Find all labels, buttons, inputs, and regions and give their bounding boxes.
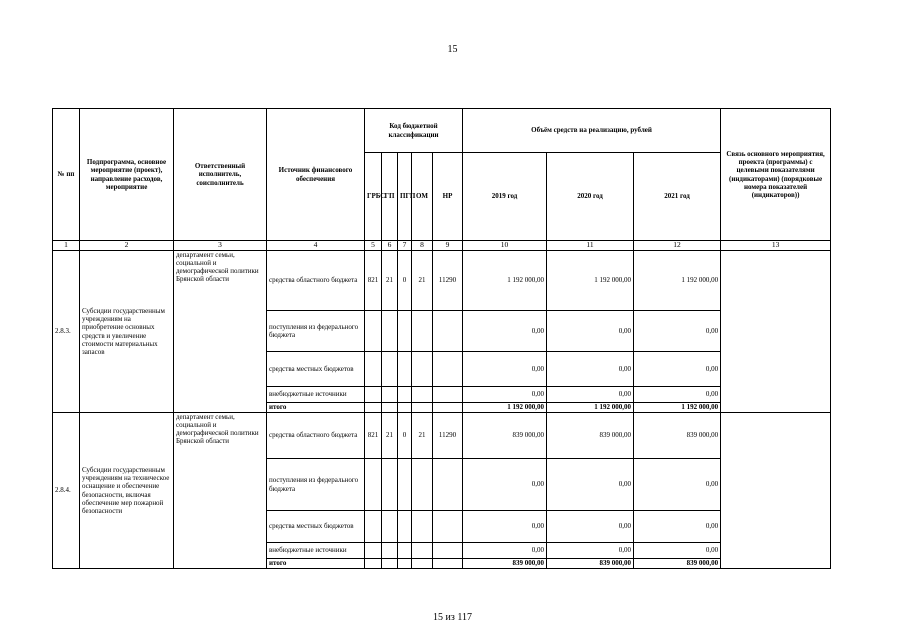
gp-code bbox=[382, 543, 398, 559]
header-subprogram: Подпрограмма, основное мероприятие (проект), направление расходов, мероприятие bbox=[80, 109, 174, 241]
np-code bbox=[433, 403, 463, 413]
header-gp: ГП bbox=[382, 153, 398, 241]
total-label: итого bbox=[267, 559, 365, 569]
pgp-code: 0 bbox=[398, 413, 412, 459]
funding-source: внебюджетные источники bbox=[267, 543, 365, 559]
measure-title: Субсидии государственным учреждениям на техническое оснащение и обеспечение безопасности, включая обеспечение мер пожарной безопасности bbox=[80, 413, 174, 569]
amount-2021: 0,00 bbox=[634, 352, 721, 387]
om-code bbox=[412, 543, 433, 559]
table-row bbox=[53, 413, 831, 459]
gp-code bbox=[382, 387, 398, 403]
np-code bbox=[433, 543, 463, 559]
indicator-link bbox=[721, 251, 831, 413]
measure-title: Субсидии государственным учреждениям на приобретение основных средств и увеличение стоимости материальных запасов bbox=[80, 251, 174, 413]
np-code bbox=[433, 311, 463, 352]
header-2021: 2021 год bbox=[634, 153, 721, 241]
row-number: 2.8.4. bbox=[53, 413, 80, 569]
gp-code bbox=[382, 559, 398, 569]
funding-source: средства местных бюджетов bbox=[267, 352, 365, 387]
amount-2019: 0,00 bbox=[463, 543, 547, 559]
pgp-code bbox=[398, 459, 412, 511]
amount-2020: 0,00 bbox=[547, 387, 634, 403]
executor: департамент семьи, социальной и демографической политики Брянской области bbox=[174, 251, 267, 413]
column-number: 6 bbox=[382, 241, 398, 251]
np-code bbox=[433, 387, 463, 403]
pgp-code bbox=[398, 311, 412, 352]
header-executor: Ответственный исполнитель, соисполнитель bbox=[174, 109, 267, 241]
header-link: Связь основного мероприятия, проекта (программы) с целевыми показателями (индикаторами) (порядковые номера показателей (индикаторов)) bbox=[721, 109, 831, 241]
header-grbs: ГРБС bbox=[365, 153, 382, 241]
om-code bbox=[412, 459, 433, 511]
gp-code bbox=[382, 459, 398, 511]
amount-2021: 0,00 bbox=[634, 543, 721, 559]
column-number: 12 bbox=[634, 241, 721, 251]
funding-source: внебюджетные источники bbox=[267, 387, 365, 403]
amount-2021: 0,00 bbox=[634, 511, 721, 543]
om-code bbox=[412, 311, 433, 352]
np-code: 11290 bbox=[433, 251, 463, 311]
total-2021: 1 192 000,00 bbox=[634, 403, 721, 413]
grbs-code bbox=[365, 387, 382, 403]
om-code: 21 bbox=[412, 251, 433, 311]
column-number: 10 bbox=[463, 241, 547, 251]
np-code bbox=[433, 559, 463, 569]
gp-code bbox=[382, 511, 398, 543]
amount-2019: 0,00 bbox=[463, 352, 547, 387]
om-code bbox=[412, 511, 433, 543]
pgp-code bbox=[398, 511, 412, 543]
column-number: 2 bbox=[80, 241, 174, 251]
gp-code: 21 bbox=[382, 413, 398, 459]
funding-source: поступления из федерального бюджета bbox=[267, 311, 365, 352]
funding-source: средства областного бюджета bbox=[267, 251, 365, 311]
indicator-link bbox=[721, 413, 831, 569]
header-np: НР bbox=[433, 153, 463, 241]
om-code: 21 bbox=[412, 413, 433, 459]
grbs-code bbox=[365, 352, 382, 387]
column-number: 5 bbox=[365, 241, 382, 251]
header-budget-code: Код бюджетной классификации bbox=[365, 109, 463, 153]
funding-source: средства местных бюджетов bbox=[267, 511, 365, 543]
grbs-code: 821 bbox=[365, 251, 382, 311]
total-2020: 839 000,00 bbox=[547, 559, 634, 569]
om-code bbox=[412, 403, 433, 413]
column-number: 9 bbox=[433, 241, 463, 251]
funding-source: поступления из федерального бюджета bbox=[267, 459, 365, 511]
amount-2019: 839 000,00 bbox=[463, 413, 547, 459]
header-om: ОМ bbox=[412, 153, 433, 241]
amount-2021: 0,00 bbox=[634, 311, 721, 352]
gp-code: 21 bbox=[382, 251, 398, 311]
pgp-code bbox=[398, 559, 412, 569]
om-code bbox=[412, 352, 433, 387]
page-footer: 15 из 117 bbox=[433, 612, 472, 623]
amount-2019: 0,00 bbox=[463, 459, 547, 511]
column-number: 1 bbox=[53, 241, 80, 251]
gp-code bbox=[382, 311, 398, 352]
funding-source: средства областного бюджета bbox=[267, 413, 365, 459]
pgp-code bbox=[398, 352, 412, 387]
column-number-row bbox=[53, 241, 831, 251]
amount-2019: 0,00 bbox=[463, 311, 547, 352]
total-2021: 839 000,00 bbox=[634, 559, 721, 569]
header-2020: 2020 год bbox=[547, 153, 634, 241]
amount-2020: 839 000,00 bbox=[547, 413, 634, 459]
grbs-code bbox=[365, 559, 382, 569]
grbs-code: 821 bbox=[365, 413, 382, 459]
amount-2021: 0,00 bbox=[634, 387, 721, 403]
column-number: 8 bbox=[412, 241, 433, 251]
grbs-code bbox=[365, 403, 382, 413]
np-code bbox=[433, 459, 463, 511]
column-number: 7 bbox=[398, 241, 412, 251]
amount-2020: 1 192 000,00 bbox=[547, 251, 634, 311]
amount-2019: 1 192 000,00 bbox=[463, 251, 547, 311]
pgp-code bbox=[398, 403, 412, 413]
executor: департамент семьи, социальной и демографической политики Брянской области bbox=[174, 413, 267, 569]
pgp-code bbox=[398, 543, 412, 559]
amount-2019: 0,00 bbox=[463, 511, 547, 543]
amount-2019: 0,00 bbox=[463, 387, 547, 403]
grbs-code bbox=[365, 311, 382, 352]
grbs-code bbox=[365, 511, 382, 543]
amount-2021: 1 192 000,00 bbox=[634, 251, 721, 311]
amount-2020: 0,00 bbox=[547, 311, 634, 352]
np-code: 11290 bbox=[433, 413, 463, 459]
column-number: 13 bbox=[721, 241, 831, 251]
column-number: 3 bbox=[174, 241, 267, 251]
total-2019: 1 192 000,00 bbox=[463, 403, 547, 413]
budget-table bbox=[52, 108, 831, 569]
amount-2021: 839 000,00 bbox=[634, 413, 721, 459]
column-number: 11 bbox=[547, 241, 634, 251]
header-2019: 2019 год bbox=[463, 153, 547, 241]
amount-2020: 0,00 bbox=[547, 511, 634, 543]
np-code bbox=[433, 511, 463, 543]
total-2019: 839 000,00 bbox=[463, 559, 547, 569]
total-2020: 1 192 000,00 bbox=[547, 403, 634, 413]
grbs-code bbox=[365, 459, 382, 511]
header-no: № пп bbox=[53, 109, 80, 241]
pgp-code: 0 bbox=[398, 251, 412, 311]
grbs-code bbox=[365, 543, 382, 559]
gp-code bbox=[382, 352, 398, 387]
row-number: 2.8.3. bbox=[53, 251, 80, 413]
amount-2020: 0,00 bbox=[547, 543, 634, 559]
header-source: Источник финансового обеспечения bbox=[267, 109, 365, 241]
page-number-top: 15 bbox=[447, 44, 458, 55]
om-code bbox=[412, 559, 433, 569]
gp-code bbox=[382, 403, 398, 413]
amount-2020: 0,00 bbox=[547, 459, 634, 511]
table-row bbox=[53, 251, 831, 311]
amount-2021: 0,00 bbox=[634, 459, 721, 511]
total-label: итого bbox=[267, 403, 365, 413]
pgp-code bbox=[398, 387, 412, 403]
header-pgp: ПГП bbox=[398, 153, 412, 241]
amount-2020: 0,00 bbox=[547, 352, 634, 387]
header-volume: Объём средств на реализацию, рублей bbox=[463, 109, 721, 153]
np-code bbox=[433, 352, 463, 387]
column-number: 4 bbox=[267, 241, 365, 251]
om-code bbox=[412, 387, 433, 403]
